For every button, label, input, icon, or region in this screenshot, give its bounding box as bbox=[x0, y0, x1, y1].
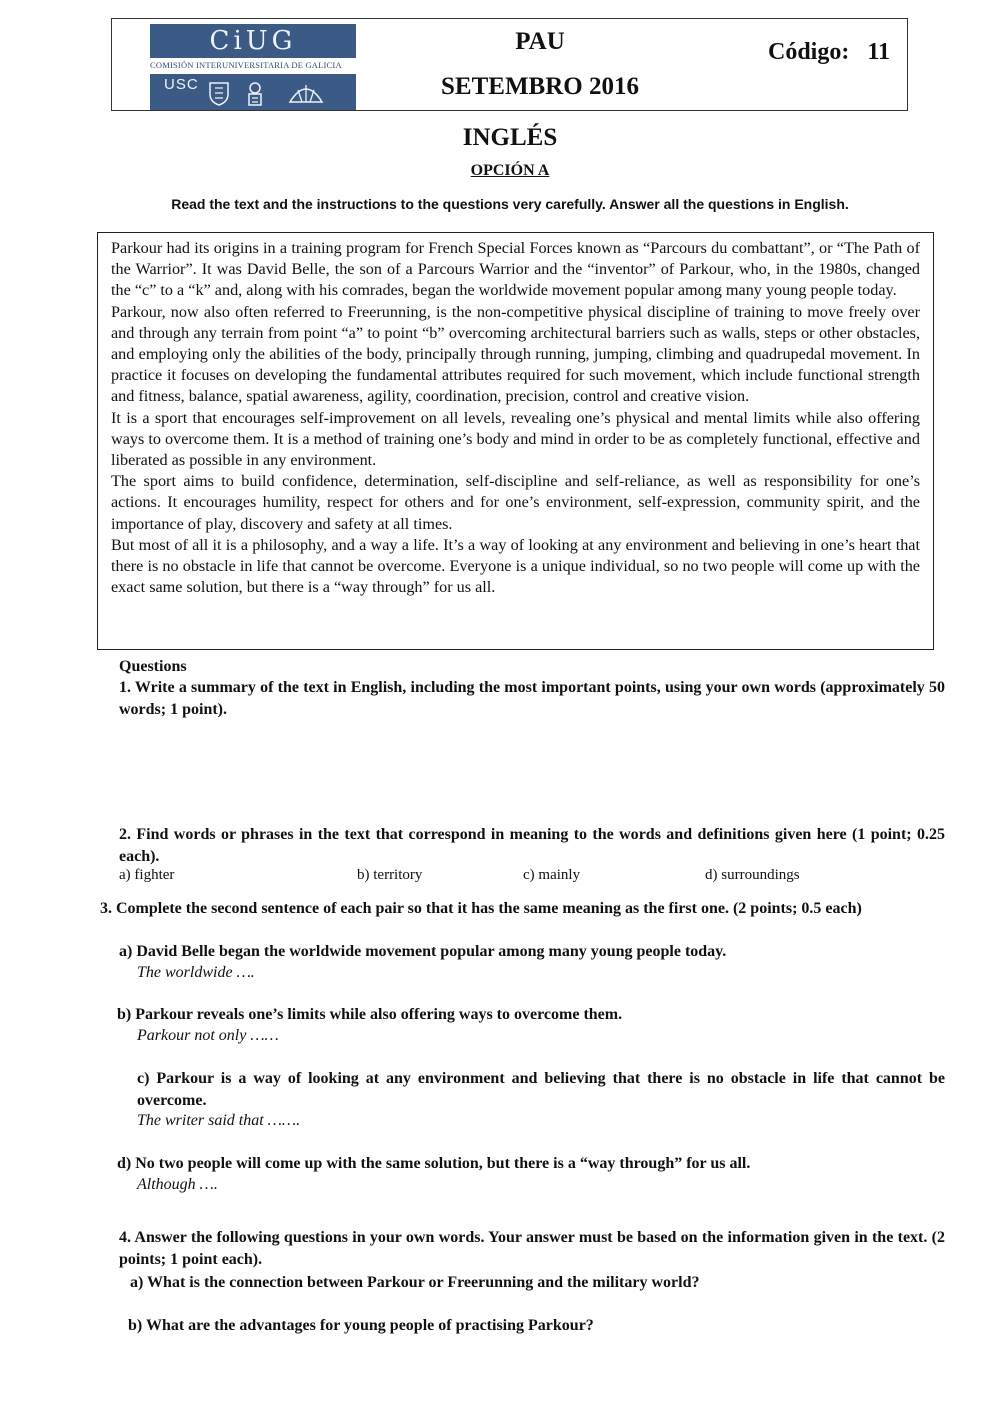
shell-icon bbox=[286, 80, 326, 106]
shield-icon bbox=[206, 80, 232, 106]
subject-title: INGLÉS bbox=[462, 124, 558, 151]
q2-option-c: c) mainly bbox=[523, 867, 581, 883]
paragraph: But most of all it is a philosophy, and a way a life. It’s a way of looking at any environment and believing in one’s heart that there is no obstacle in life that cannot be overcome. Everyone is a unique individual, so no two people will come up with the exact same solution, but there is a “way through” for us all. bbox=[111, 535, 920, 597]
ciug-logo bbox=[150, 24, 356, 110]
exam-session: SETEMBRO 2016 bbox=[441, 73, 639, 100]
paragraph: It is a sport that encourages self-improvement on all levels, revealing one’s physical and mental limits while also offering ways to overcome them. It is a method of training one’s body and mind in order to be as completely functional, effective and liberated as possible in any environment. bbox=[111, 408, 920, 470]
q4-item-a: a) What is the connection between Parkour or Freerunning and the military world? bbox=[130, 1274, 700, 1291]
paragraph: Parkour had its origins in a training program for French Special Forces known as “Parcours du combattant”, or “The Path of the Warrior”. It was David Belle, the son of a Parcours Warrior and the “inventor” of Parkour, who, in the 1980s, changed the “c” to a “k” and, along with his comrades, began the worldwide movement popular among many young people today. bbox=[111, 239, 920, 300]
question-4: 4. Answer the following questions in your own words. Your answer must be based on the information given in the text. (2 points; 1 point each). bbox=[119, 1229, 945, 1268]
paragraph: The sport aims to build confidence, determination, self-discipline and self-reliance, as well as responsibility for one’s actions. It encourages humility, respect for others and for one’s environment, self-expression, community spirit, and the importance of play, discovery and safety at all times. bbox=[111, 472, 920, 533]
code-value: 11 bbox=[867, 39, 891, 65]
q2-option-b: b) territory bbox=[357, 867, 423, 883]
q3-item-c-start: The writer said that ……. bbox=[137, 1112, 301, 1129]
q3-item-b-start: Parkour not only …… bbox=[137, 1027, 279, 1044]
q3-item-d-start: Although …. bbox=[137, 1176, 218, 1193]
questions-heading: Questions bbox=[119, 658, 187, 675]
q3-item-c: c) Parkour is a way of looking at any environment and believing that there is no obstacle in life that cannot be overcome. bbox=[137, 1070, 945, 1109]
q3-item-b: b) Parkour reveals one’s limits while also offering ways to overcome them. bbox=[117, 1006, 623, 1023]
exam-code bbox=[768, 39, 890, 66]
code-label: Código: bbox=[768, 39, 850, 65]
q3-text: 3. Complete the second sentence of each pair so that it has the same meaning as the first one. (2 points; 0.5 each) bbox=[100, 900, 862, 917]
logo-subtitle: COMISIÓN INTERUNIVERSITARIA DE GALICIA bbox=[150, 60, 342, 70]
exam-name: PAU bbox=[515, 28, 565, 55]
q4-item-b: b) What are the advantages for young people of practising Parkour? bbox=[128, 1317, 594, 1334]
q2-option-d: d) surroundings bbox=[705, 867, 800, 883]
crest-icon bbox=[242, 80, 268, 108]
q2-option-a: a) fighter bbox=[119, 867, 175, 883]
q3-item-a-start: The worldwide …. bbox=[137, 964, 255, 981]
question-3 bbox=[100, 898, 920, 920]
question-2: 2. Find words or phrases in the text that correspond in meaning to the words and definitions given here (1 point; 0.25 each). bbox=[119, 826, 945, 865]
logo-title: CiUG bbox=[150, 24, 356, 58]
reading-text bbox=[111, 238, 920, 598]
paragraph: Parkour, now also often referred to Freerunning, is the non-competitive physical discipline of training to move freely over and through any terrain from point “a” to point “b” overcoming architectural barriers such as walls, steps or other obstacles, and employing only the abilities of the body, principally through running, jumping, climbing and quadrupedal movement. In practice it focuses on developing the fundamental attributes required for such movement, which include functional strength and fitness, balance, spatial awareness, agility, coordination, precision, control and creative vision. bbox=[111, 302, 920, 406]
question-1: 1. Write a summary of the text in English, including the most important points, using your own words (approximately 50 words; 1 point). bbox=[119, 679, 945, 718]
q3-item-d: d) No two people will come up with the same solution, but there is a “way through” for us all. bbox=[117, 1155, 751, 1172]
q3-item-a: a) David Belle began the worldwide movement popular among many young people today. bbox=[119, 943, 727, 960]
option-label: OPCIÓN A bbox=[470, 162, 550, 179]
instructions: Read the text and the instructions to the questions very carefully. Answer all the questions in English. bbox=[171, 196, 849, 212]
logo-university: USC bbox=[164, 76, 199, 93]
